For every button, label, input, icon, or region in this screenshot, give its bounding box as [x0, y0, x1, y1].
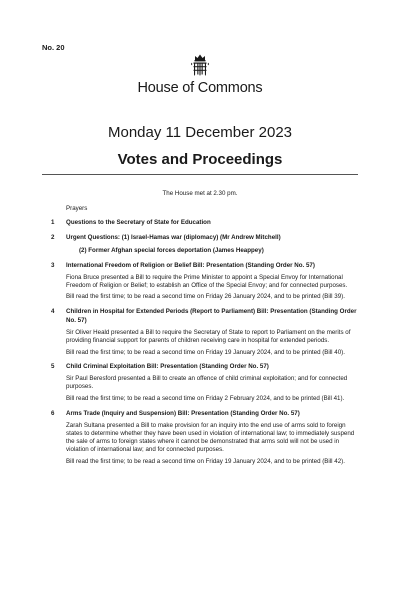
proceedings-item: [0, 219, 400, 228]
item-number: 5: [51, 363, 55, 371]
sitting-date: Monday 11 December 2023: [108, 124, 292, 141]
item-heading: Urgent Questions: (1) Israel-Hamas war (diplomacy) (Mr Andrew Mitchell): [66, 234, 281, 241]
item-number: 6: [51, 409, 55, 417]
item-content: [66, 308, 360, 357]
proceedings-item: [0, 262, 400, 302]
item-paragraph: Sir Paul Beresford presented a Bill to create an offence of child criminal exploitation; and for connected purposes.: [66, 375, 348, 391]
prayers-label: Prayers: [66, 205, 88, 212]
item-content: [66, 363, 360, 403]
item-content: [66, 262, 360, 302]
item-subheading: (2) Former Afghan special forces deportation (James Heappey): [79, 246, 264, 254]
item-number: 1: [51, 219, 55, 226]
portcullis-crown-icon: [0, 53, 400, 77]
item-number: 3: [51, 261, 55, 269]
proceedings-item: [0, 363, 400, 403]
item-paragraph: Bill read the first time; to be read a second time on Friday 26 January 2024, and to be printed (Bill 39).: [66, 293, 345, 301]
page-number: No. 20: [42, 43, 65, 52]
item-content: [66, 234, 360, 255]
item-content: [66, 410, 360, 467]
item-number: 2: [51, 234, 55, 241]
proceedings-item: [0, 234, 400, 255]
house-name: House of Commons: [137, 80, 263, 96]
item-heading: International Freedom of Religion or Belief Bill: Presentation (Standing Order No. 57): [66, 261, 315, 269]
item-number: 4: [51, 308, 55, 316]
proceedings-item: [0, 410, 400, 467]
item-paragraph: Zarah Sultana presented a Bill to make provision for an inquiry into the end use of arms sold to foreign states to determine whether they have been used in violation of international law; to immediately suspend the sale of arms to foreign states where it cannot be demonstrated that arms sold will not be used in violation of international law; and for connected purposes.: [66, 421, 355, 454]
item-paragraph: Bill read the first time; to be read a second time on Friday 2 February 2024, and to be printed (Bill 41).: [66, 395, 345, 403]
title-divider: [42, 174, 358, 175]
item-paragraph: Sir Oliver Heald presented a Bill to require the Secretary of State to report to Parliament on the merits of providing financial support for parents of children receiving care in hospital for extended periods.: [66, 328, 351, 344]
item-heading: Arms Trade (Inquiry and Suspension) Bill: Presentation (Standing Order No. 57): [66, 409, 300, 417]
item-paragraph: Fiona Bruce presented a Bill to require the Prime Minister to appoint a Special Envoy for International Freedom of Religion or Belief; to establish an Office of the Special Envoy; and for connected purposes.: [66, 273, 348, 289]
item-heading: Questions to the Secretary of State for Education: [66, 219, 211, 226]
item-heading: Child Criminal Exploitation Bill: Presentation (Standing Order No. 57): [66, 363, 269, 371]
proceedings-item: [0, 308, 400, 357]
item-heading: Children in Hospital for Extended Periods (Report to Parliament) Bill: Presentation (Standing Order No. 57): [66, 308, 357, 324]
item-paragraph: Bill read the first time; to be read a second time on Friday 19 January 2024, and to be printed (Bill 42).: [66, 458, 345, 466]
item-content: [66, 219, 360, 228]
proceedings-list: [0, 219, 400, 473]
sitting-time: The House met at 2.30 pm.: [162, 190, 238, 197]
item-paragraph: Bill read the first time; to be read a second time on Friday 19 January 2024, and to be printed (Bill 40).: [66, 348, 345, 356]
document-title: Votes and Proceedings: [117, 151, 283, 168]
